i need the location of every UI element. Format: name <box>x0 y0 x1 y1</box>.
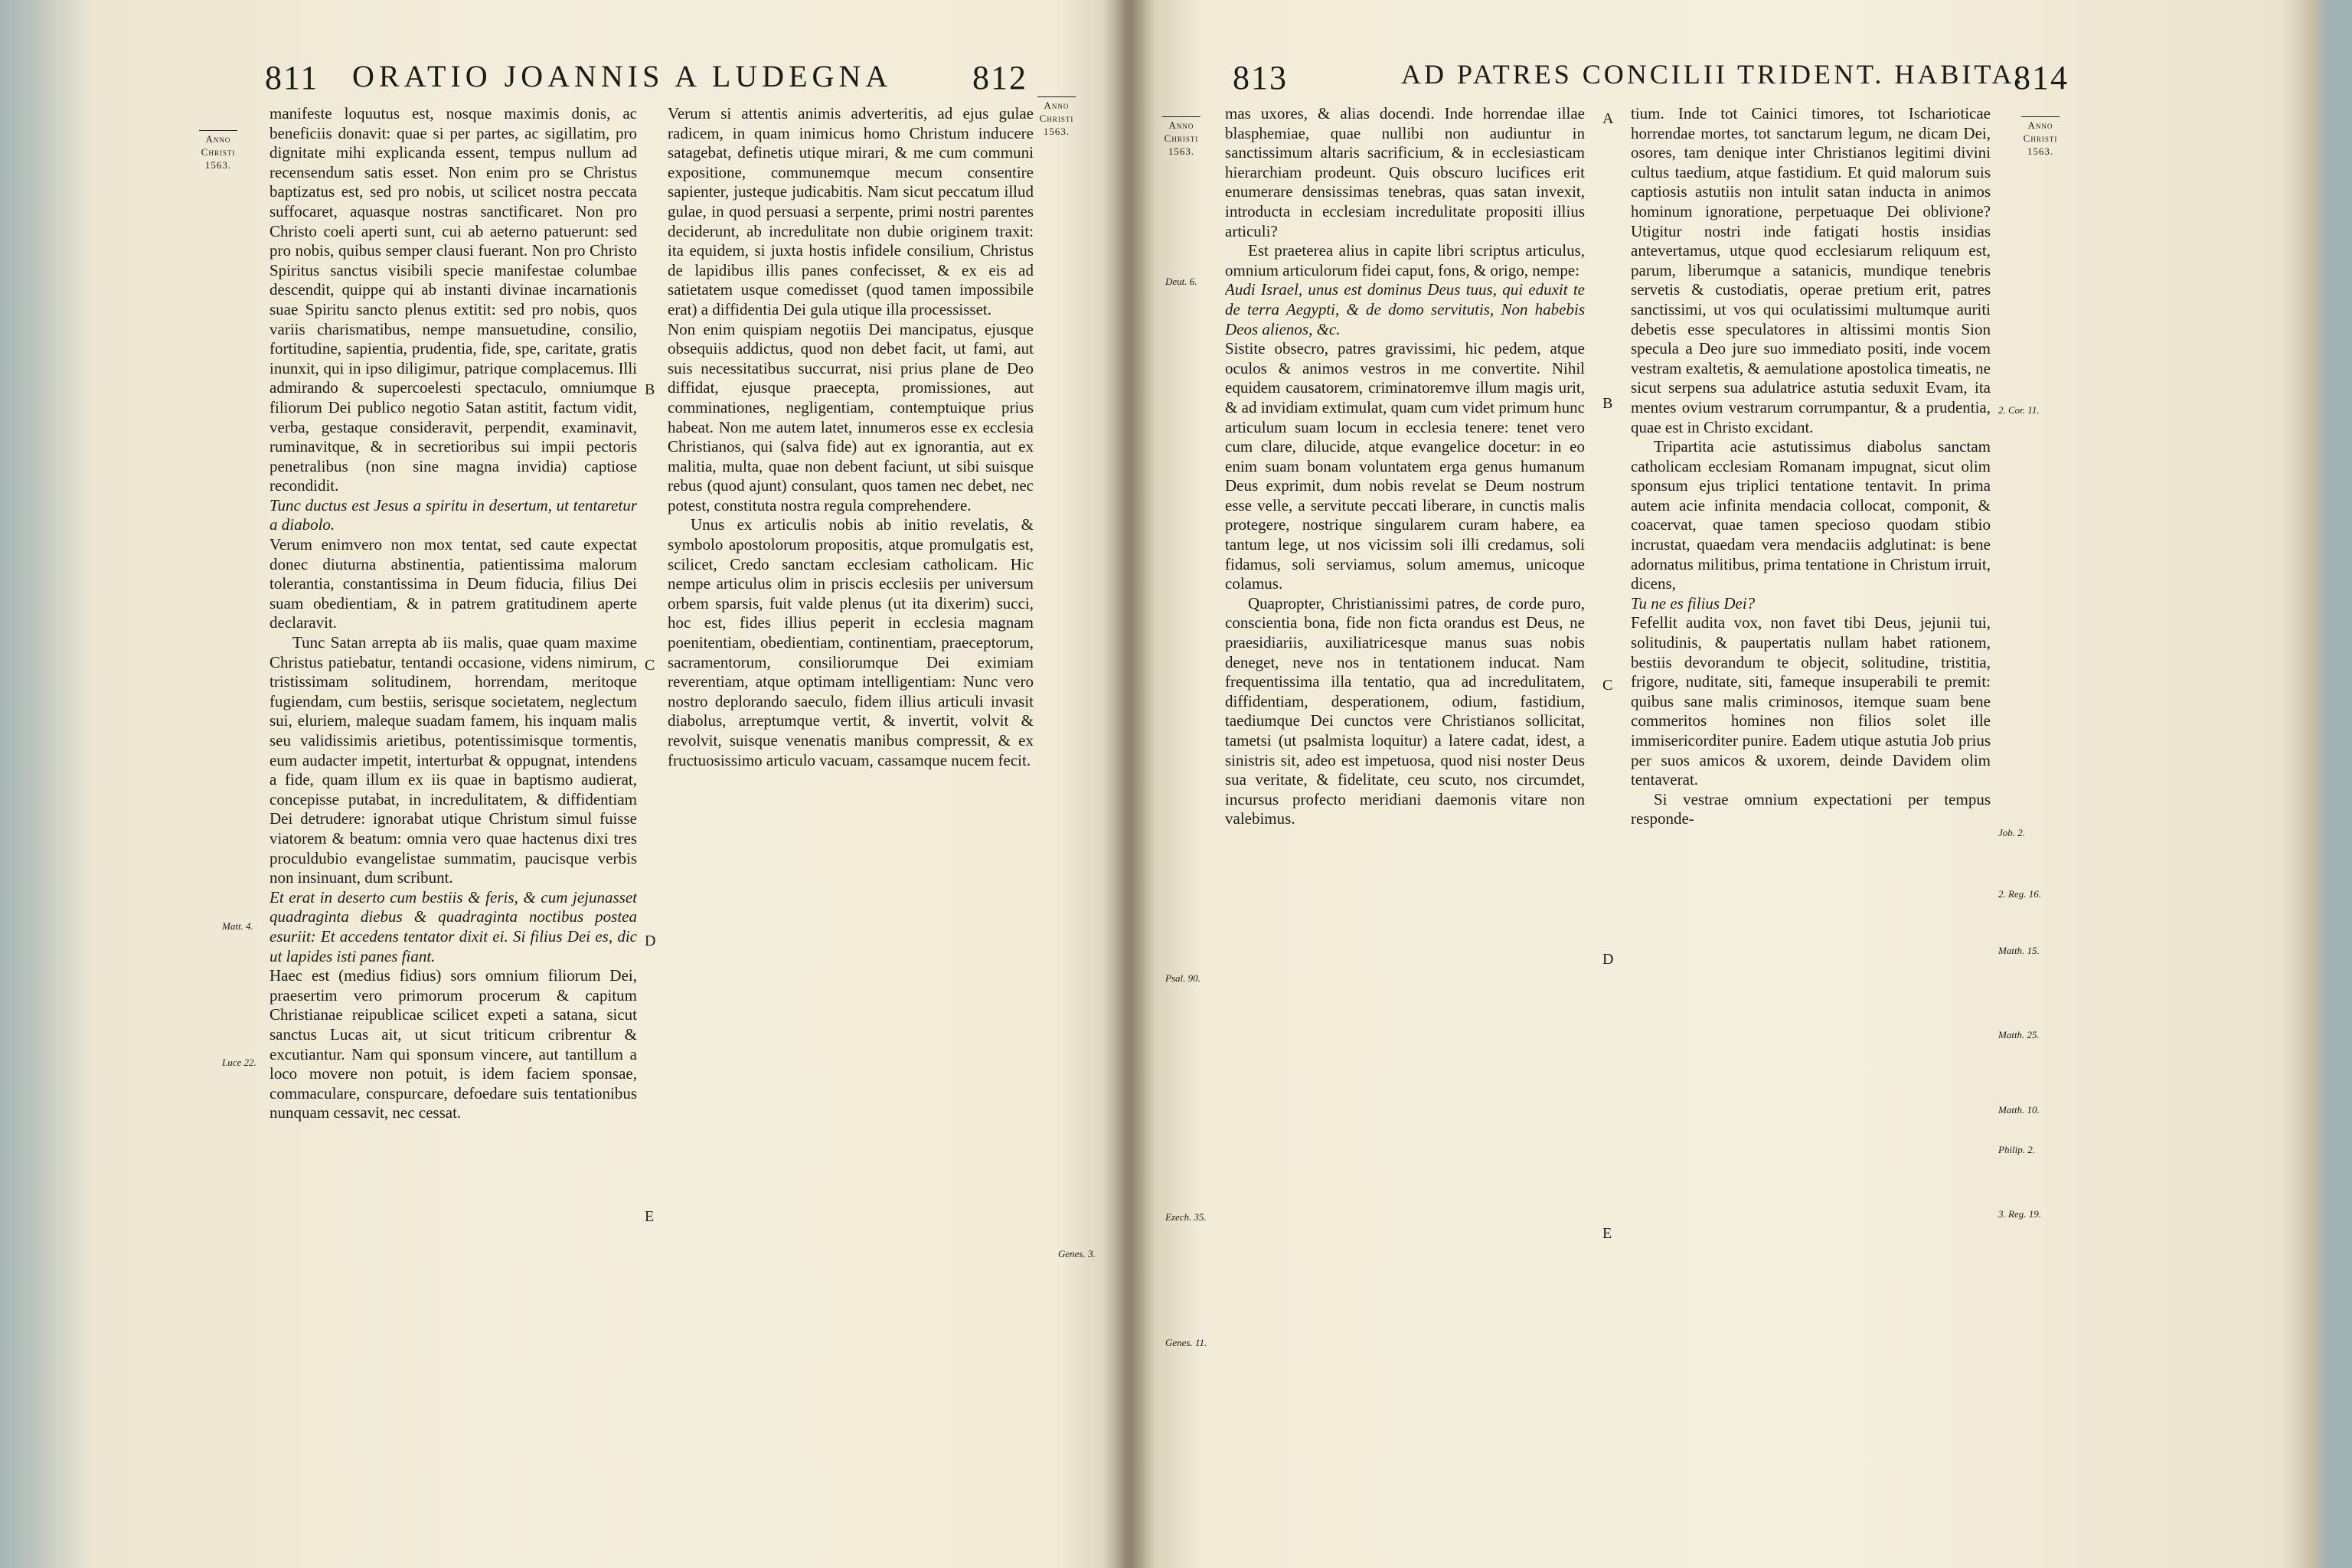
text-column-right <box>668 104 1034 1536</box>
running-title: AD PATRES CONCILII TRIDENT. HABITA. <box>1401 59 2025 90</box>
scripture-quote: Tu ne es filius Dei? <box>1631 593 1756 612</box>
margin-note: Genes. 3. <box>1058 1248 1096 1259</box>
page-number: 812 <box>972 59 1027 96</box>
margin-note: Genes. 11. <box>1165 1337 1207 1348</box>
paragraph: Si vestrae omnium expectationi per tempus responde- <box>1631 789 1991 828</box>
margin-note: Matth. 15. <box>1998 945 2040 956</box>
paragraph: Tunc Satan arrepta ab iis malis, quae quam maxime Christus patiebatur, tentandi occasione, videns nimirum, tristissimam solitudinem, horrendam, meritoque fugiendam, cum bestiis, serisque societatem, neglectum sui, eluriem, maleque suadam famem, his inquam malis seu validissimis arietibus, potentissimisque tormentis, eum audacter impetit, interturbat & oppugnat, intendens a fide, quam illum ex iis quae in baptismo audierat, concepisse putabat, in incredulitatem, & diffidentiam Dei detrudere: ignorabat utique Christum simul fuisse viatorem & beatum: omnia vero quae hactenus dixi tres proculdubio evangelistae summatim, paucisque verbis non insinuant, dum scribunt. <box>270 633 637 887</box>
margin-note: Deut. 6. <box>1165 276 1197 287</box>
paragraph: Sistite obsecro, patres gravissimi, hic pedem, atque oculos & animos vestros in me convertite. Nihil equidem causatorem, criminatoremve illum magis urit, & ad invidiam extimulat, quam cum videt primum hunc articulum suam locum in ecclesia tenere: tenet vero cum clare, dilucide, atque evangelice docetur: in eo enim suam bonam voluntatem erga genus humanum Deus exprimit, dum nobis revelat se Deum nostrum esse velle, a servitute peccati liberare, in cunctis malis protegere, nostrique singularem curam habere, ea tantum lege, ut nos vicissim soli illi credamus, soli fidamus, soli serviamus, solum amemus, unicoque colamus. <box>1225 339 1585 593</box>
margin-note: Psal. 90. <box>1165 972 1200 984</box>
scripture-quote: Tunc ductus est Jesus a spiritu in desertum, ut tentaretur a diabolo. <box>270 495 637 534</box>
paragraph: Tripartita acie astutissimus diabolus sanctam catholicam ecclesiam Romanam impugnat, sicut olim sponsum ejus triplici tentatione tentavit. In prima autem acie infinita mendacia collocat, componit, & coacervat, quae tamen specioso quodam stibio incrustat, quaedam vera mendaciis adglutinat: is bene adornatus militibus, prima tentatione in Christum irruit, dicens, <box>1631 437 1991 593</box>
section-letter: C <box>645 657 655 674</box>
margin-note: Job. 2. <box>1998 827 2026 838</box>
paragraph: Unus ex articulis nobis ab initio revelatis, & symbolo apostolorum propositis, atque promulgatis est, scilicet, Credo sanctam ecclesiam catholicam. Hic nempe articulus olim in priscis ecclesiis per universum orbem sparsis, fuit valde plenus (ut ita dixerim) succi, hoc est, fides illius peperit in ecclesia magnam poenitentiam, obedientiam, continentiam, praeceptorum, sacramentorum, consiliorumque Dei eximiam reverentiam, atque optimam intelligentiam: Nunc vero nostro deplorando saeculo, fidem illius articuli invasit diabolus, arreptumque vertit, & invertit, volvit & revolvit, suisque venenatis manibus compressit, & ex fructuosissimo articulo vacuam, cassamque nucem fecit. <box>668 515 1034 769</box>
section-letter: E <box>1602 1225 1612 1242</box>
margin-note: Philip. 2. <box>1998 1144 2036 1155</box>
section-letter: B <box>645 381 655 398</box>
year-note-left: Anno Christi 1563. <box>199 130 237 172</box>
paragraph: tium. Inde tot Cainici timores, tot Ischarioticae horrendae mortes, tot sanctarum legum, ne dicam Dei, osores, tam denique inter Christianos legitimi divini cultus taedium, atque fastidium. Et quid malorum suis captiosis astutiis non intulit satan inducta in animos hominum ignoratione, perpetuaque Dei oblivione? Utigitur nostri inde fatigati hostis insidias antevertamus, utque quod ecclesiarum reliquum est, parum, liberumque a satanicis, mundique tenebris servetis & custodiatis, operae pretium erit, patres sanctissimi, ut vos qui oculatissimi multumque auriti debetis esse speculatores in altissimi montis Sion specula a Deo jure suo immediato positi, inde vocem vestram exaltetis, & aemulatione apostolica timeatis, ne sicut serpens sua adulatrice astutia seduxit Evam, ita mentes ovium vestrarum corrumpantur, & a prudentia, quae est in Christo excidant. <box>1631 104 1991 436</box>
running-title: ORATIO JOANNIS A LUDEGNA <box>352 59 893 93</box>
paragraph: Non enim quispiam negotiis Dei mancipatus, ejusque obsequiis addictus, quod non debet facit, ut fami, aut suis necessitatibus succurrat, nisi prius plane de Deo diffidat, ejusque praecepta, promissiones, aut comminationes, negligentiam, contemptuique prius habeat. Non me autem latet, innumeros esse ex ecclesia Christianos, qui (salva fide) aut ex ignorantia, aut ex malitia, multa, quae non debent faciunt, ut sibi suisque rebus (quod ajunt) consulant, quos tamen nec debet, nec potest, constituta nostra regula comprehendere. <box>668 319 1034 514</box>
paragraph: mas uxores, & alias docendi. Inde horrendae illae blasphemiae, quae nullibi non audiuntur in sanctissimum altaris sacrificium, & in ecclesiasticam hierarchiam prodeunt. Quis obscuro lucifices erit enumerare densissimas tenebras, quas satan invexit, introducta in ecclesiam incredulitate propositi illius articuli? <box>1225 104 1585 240</box>
paragraph: Verum enimvero non mox tentat, sed caute expectat donec diuturna abstinentia, patientissima malorum tolerantia, constantissima in Deum fiducia, filius Dei suam obedientiam, & in patrem gratitudinem aperte declaravit. <box>270 535 637 632</box>
scripture-quote: Audi Israel, unus est dominus Deus tuus, qui eduxit te de terra Aegypti, & de domo servitutis, Non habebis Deos alienos, &c. <box>1225 280 1585 338</box>
page-number: 814 <box>2014 59 2069 96</box>
paragraph: Haec est (medius fidius) sors omnium filiorum Dei, praesertim vero primorum procerum & capitum Christianae reipublicae scilicet expeti a satana, sicut sanctus Lucas ait, ut sicut triticum cribrentur & excutiantur. Nam qui sponsum vincere, aut tantillum a loco movere non potuit, is idem faciem sponsae, commaculare, conspurcare, defoedare suis tentationibus nunquam cessavit, nec cessat. <box>270 966 637 1122</box>
year-note-left: Anno Christi 1563. <box>1162 116 1200 158</box>
paragraph: Quapropter, Christianissimi patres, de corde puro, conscientia bona, fide non ficta orandus est Deus, ne praesidiariis, auxiliatricesque manus suas nobis deneget, neve nos in tentationem inducat. Nam frequentissima illa tentatio, qua ad incredulitatem, diffidentiam, desperationem, odium, fastidium, taediumque Dei cunctos vere Christianos sollicitat, tametsi (ut psalmista loquitur) a latere cadat, idest, a sinistris sit, adeo est impetuosa, quod nisi noster Deus sua veritate, & fidelitate, ceu scuto, nos circumdet, incursus profecto meridiani daemonis vitare non valebimus. <box>1225 593 1585 828</box>
page-number: 813 <box>1233 59 1288 96</box>
section-letter: A <box>1602 110 1614 127</box>
page-edge <box>2332 0 2352 1568</box>
margin-note: Matth. 25. <box>1998 1029 2040 1040</box>
paragraph: Verum si attentis animis adverteritis, ad ejus gulae radicem, in quam inimicus homo Christum inducere satagebat, definetis utique mirari, & me cum communi expositione, communemque mecum consentire sapienter, justeque judicabitis. Nam sicut peccatum illud gulae, in quod persuasi a serpente, primi nostri parentes deciderunt, ab incredulitate non dubie originem traxit: ita equidem, si juxta hostis infidele consilium, Christus de lapidibus illis panes confecisset, & ex eis ad satietatem usque comedisset (quod tamen impossibile erat) a diffidentia Dei gula utique illa processisset. <box>668 104 1034 318</box>
section-letter: D <box>645 933 656 949</box>
section-letter: B <box>1602 395 1613 412</box>
paragraph: Est praeterea alius in capite libri scriptus articulus, omnium articulorum fidei caput, fons, & origo, nempe: <box>1225 241 1585 279</box>
text-column-left <box>1225 104 1585 1536</box>
margin-note: 2. Cor. 11. <box>1998 404 2040 416</box>
right-page-header <box>1156 58 2289 104</box>
year-note-right: Anno Christi 1563. <box>2021 116 2060 158</box>
text-column-left <box>270 104 637 1536</box>
margin-note: 3. Reg. 19. <box>1998 1208 2041 1220</box>
section-letter: C <box>1602 677 1613 694</box>
section-letter: D <box>1602 951 1614 968</box>
margin-note: Matth. 10. <box>1998 1104 2040 1116</box>
left-page <box>46 0 1102 1568</box>
margin-note: Luce 22. <box>222 1057 256 1068</box>
page-number: 811 <box>265 59 319 96</box>
section-letter: E <box>645 1208 655 1225</box>
left-page-header <box>46 58 1102 104</box>
margin-note: 2. Reg. 16. <box>1998 888 2041 900</box>
paragraph: Fefellit audita vox, non favet tibi Deus, jejunii tui, solitudinis, & paupertatis nullam habet rationem, bestiis devorandum te objecit, solitudine, tristitia, frigore, nuditate, siti, fameque insuperabili te premit: quibus sane malis criminosos, itemque suam bene commeritos homines non filios solet ille immisericorditer punire. Eadem utique astutia Job prius per suos amicos & uxorem, deinde Davidem olim tentaverat. <box>1631 613 1991 789</box>
margin-note: Ezech. 35. <box>1165 1211 1207 1223</box>
scripture-quote: Et erat in deserto cum bestiis & feris, & cum jejunasset quadraginta diebus & quadraginta noctibus postea esuriit: Et accedens tentator dixit ei. Si filius Dei es, dic ut lapides isti panes fiant. <box>270 887 637 965</box>
text-column-right <box>1631 104 1991 1536</box>
year-note-right: Anno Christi 1563. <box>1037 96 1076 138</box>
margin-note: Matt. 4. <box>222 920 253 932</box>
paragraph: manifeste loquutus est, nosque maximis donis, ac beneficiis donavit: quae si per partes, ac sigillatim, pro dignitate mihi explicanda essent, tempus nullum ad recensendum satis esset. Non enim pro se Christus baptizatus est, sed pro nobis, ut scilicet nostra peccata suffocaret, aquasque nostras sanctificaret. Non pro Christo coeli aperti sunt, cui ab aeterno patuerunt: sed pro nobis, quibus semper clausi fuerant. Non pro Christo Spiritus sanctus visibili specie manifestae columbae descendit, quippe qui ab instanti divinae incarnationis suae Spiritu sancto plenus extitit: sed pro nobis, quos variis charismatibus, nempe mansuetudine, consilio, fortitudine, sapientia, prudentia, fide, spe, caritate, gratis inunxit, qui in ipso diligimur, patrique complacemus. Illi admirando & supercoelesti spectaculo, omniumque filiorum Dei publico negotio Satan astitit, factum vidit, verba, gestaque consideravit, perpendit, examinavit, ruminavitque, & in secretioribus sui impii pectoris penetralibus (non sine magna invidia) captiose recondidit. <box>270 104 637 495</box>
book-gutter <box>1102 0 1156 1568</box>
right-page <box>1156 0 2289 1568</box>
